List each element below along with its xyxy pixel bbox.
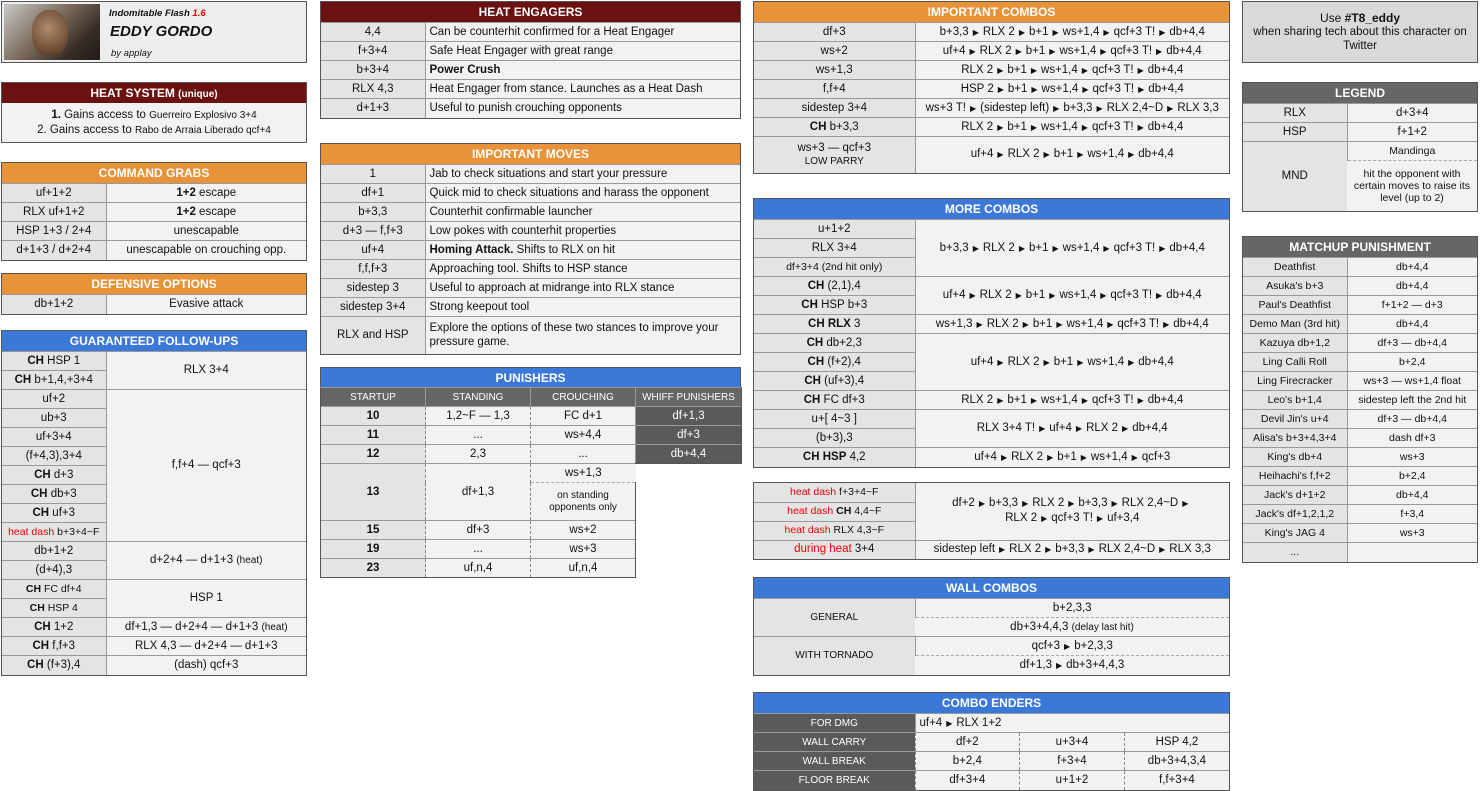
table-row: CH HSP 4,2 uf+4 ▶ RLX 2 ▶ b+1 ▶ ws+1,4 ▶ qcf+3 [754, 448, 1229, 467]
matchup-row [1243, 410, 1477, 429]
table-row: uf+4 Homing Attack. Shifts to RLX on hit [321, 241, 740, 260]
table-row: MND Mandinga [1243, 142, 1477, 161]
matchup-punish: ws+3 [1347, 524, 1477, 543]
col-standing: STANDING [426, 388, 531, 407]
hashtag: #T8_eddy [1344, 11, 1401, 25]
matchup-punish: ws+3 [1347, 448, 1477, 467]
matchup-row [1243, 296, 1477, 315]
table-row: db+1+2 d+2+4 — d+1+3 (heat) [2, 542, 306, 561]
matchup-punish: f+1+2 — d+3 [1347, 296, 1477, 315]
table-row: d+3 — f,f+3 Low pokes with counterhit properties [321, 222, 740, 241]
table-row: f,f+4 HSP 2 ▶ b+1 ▶ ws+1,4 ▶ qcf+3 T! ▶ db+4,4 [754, 80, 1229, 99]
version: 1.6 [192, 8, 206, 19]
table-row: during heat 3+4 sidestep left ▶ RLX 2 ▶ b+3,3 ▶ RLX 2,4~D ▶ RLX 3,3 [754, 540, 1229, 559]
punishers-panel: PUNISHERS STARTUP STANDING CROUCHING WHIFF PUNISHERS 10 1,2~F — 1,3 FC d+1 df+1,3 11 ... ws+4,4 df+3 12 2,3 ... db+4,4 13 df+1,3 ws+1,3 on standing opponents only 15 df+3 ws+2 19 ... ws+3 23 uf,n,4 uf,n,4 [320, 367, 741, 578]
matchup-punish: b+2,4 [1347, 467, 1477, 486]
matchup-row [1243, 315, 1477, 334]
matchup-header: MATCHUP PUNISHMENT [1243, 237, 1477, 257]
table-row: u+[ 4~3 ] RLX 3+4 T! ▶ uf+4 ▶ RLX 2 ▶ db+4,4 [754, 410, 1229, 429]
matchup-move: Asuka's b+3 [1243, 277, 1347, 296]
table-row: d+1+3 / d+2+4 unescapable on crouching opp. [2, 241, 306, 260]
defensive-options-panel [1, 273, 307, 315]
heat-engagers-panel [320, 1, 741, 119]
defensive-header: DEFENSIVE OPTIONS [2, 274, 306, 294]
table-row: CH (2,1),4 uf+4 ▶ RLX 2 ▶ b+1 ▶ ws+1,4 ▶ qcf+3 T! ▶ db+4,4 [754, 277, 1229, 296]
matchup-move: Heihachi's f,f+2 [1243, 467, 1347, 486]
combo-enders-panel [753, 692, 1230, 791]
table-row: HSP f+1+2 [1243, 123, 1477, 142]
matchup-punish: df+3 — db+4,4 [1347, 410, 1477, 429]
matchup-punish: sidestep left the 2nd hit [1347, 391, 1477, 410]
table-row: u+1+2 b+3,3 ▶ RLX 2 ▶ b+1 ▶ ws+1,4 ▶ qcf+3 T! ▶ db+4,4 [754, 220, 1229, 239]
table-row: RLX 4,3 Heat Engager from stance. Launches as a Heat Dash [321, 80, 740, 99]
more-combos-panel: MORE COMBOS u+1+2 b+3,3 ▶ RLX 2 ▶ b+1 ▶ ws+1,4 ▶ qcf+3 T! ▶ db+4,4 RLX 3+4 df+3+4 (2nd hit only) CH (2,1),4 uf+4 ▶ RLX 2 ▶ b+1 ▶ ws+1,4 ▶ qcf+3 T! ▶ db+4,4 CH HSP b+3 CH RLX 3 ws+1,3 ▶ RLX 2 ▶ b+1 ▶ ws+1,4 ▶ qcf+3 T! ▶ db+4,4 CH db+2,3 uf+4 ▶ RLX 2 ▶ b+1 ▶ ws+1,4 ▶ db+4,4 CH (f+2),4 CH (uf+3),4 CH FC df+3 RLX 2 ▶ b+1 ▶ ws+1,4 ▶ qcf+3 T! ▶ db+4,4 u+[ 4~3 ] RLX 3+4 T! ▶ uf+4 ▶ RLX 2 ▶ db+4,4 (b+3),3 CH HSP 4,2 uf+4 ▶ RLX 2 ▶ b+1 ▶ ws+1,4 ▶ qcf+3 [753, 198, 1230, 468]
matchup-row [1243, 353, 1477, 372]
command-grabs-header: COMMAND GRABS [2, 163, 306, 183]
matchup-move: Ling Firecracker [1243, 372, 1347, 391]
table-row: f+3+4 Safe Heat Engager with great range [321, 42, 740, 61]
table-row: CH RLX 3 ws+1,3 ▶ RLX 2 ▶ b+1 ▶ ws+1,4 ▶ qcf+3 T! ▶ db+4,4 [754, 315, 1229, 334]
col-whiff: WHIFF PUNISHERS [636, 388, 742, 407]
matchup-row [1243, 524, 1477, 543]
matchup-move: Ling Calli Roll [1243, 353, 1347, 372]
table-row: heat dash f+3+4~F df+2 ▶ b+3,3 ▶ RLX 2 ▶ b+3,3 ▶ RLX 2,4~D ▶ RLX 2 ▶ qcf+3 T! ▶ uf+3,4 [754, 483, 1229, 502]
matchup-row [1243, 391, 1477, 410]
matchup-punish [1347, 543, 1477, 562]
matchup-move: Kazuya db+1,2 [1243, 334, 1347, 353]
table-row: WALL BREAK b+2,4 f+3+4 db+3+4,3,4 [754, 752, 1229, 771]
table-row: 4,4 Can be counterhit confirmed for a Heat Engager [321, 23, 740, 42]
table-row: df+1 Quick mid to check situations and harass the opponent [321, 184, 740, 203]
important-moves-header: IMPORTANT MOVES [321, 144, 740, 164]
matchup-row [1243, 429, 1477, 448]
author: by applay [111, 48, 152, 59]
table-row: RLX d+3+4 [1243, 104, 1477, 123]
wall-combos-header: WALL COMBOS [754, 578, 1229, 598]
table-row: db+1+2 Evasive attack [2, 295, 306, 314]
matchup-punishment-panel [1242, 236, 1478, 563]
table-row: CH f,f+3 RLX 4,3 — d+2+4 — d+1+3 [2, 637, 306, 656]
matchup-punish: db+4,4 [1347, 486, 1477, 505]
table-row: RLX and HSP Explore the options of these two stances to improve your pressure game. [321, 317, 740, 354]
matchup-punish: ws+3 — ws+1,4 float [1347, 372, 1477, 391]
table-row: WITH TORNADO qcf+3 ▶ b+2,3,3 [754, 637, 1229, 656]
table-row: CH (f+3),4 (dash) qcf+3 [2, 656, 306, 675]
character-name: EDDY GORDO [110, 23, 213, 40]
matchup-punish: df+3 — db+4,4 [1347, 334, 1477, 353]
guaranteed-followups-panel: GUARANTEED FOLLOW-UPS CH HSP 1 RLX 3+4 CH b+1,4,+3+4 uf+2 f,f+4 — qcf+3 ub+3 uf+3+4 (f+4,3),3+4 CH d+3 CH db+3 CH uf+3 heat dash b+3+4~F db+1+2 d+2+4 — d+1+3 (heat) (d+4),3 CH FC df+4 HSP 1 CH HSP 4 CH 1+2 df+1,3 — d+2+4 — d+1+3 (heat) CH f,f+3 RLX 4,3 — d+2+4 — d+1+3 CH (f+3),4 (dash) qcf+3 [1, 330, 307, 676]
table-row: CH db+2,3 uf+4 ▶ RLX 2 ▶ b+1 ▶ ws+1,4 ▶ db+4,4 [754, 334, 1229, 353]
heat-combos-panel: heat dash f+3+4~F df+2 ▶ b+3,3 ▶ RLX 2 ▶ b+3,3 ▶ RLX 2,4~D ▶ RLX 2 ▶ qcf+3 T! ▶ uf+3,4 heat dash CH 4,4~F heat dash RLX 4,3~F during heat 3+4 sidestep left ▶ RLX 2 ▶ b+3,3 ▶ RLX 2,4~D ▶ RLX 3,3 [753, 482, 1230, 560]
matchup-row [1243, 258, 1477, 277]
table-row: uf+2 f,f+4 — qcf+3 [2, 390, 306, 409]
matchup-move: King's db+4 [1243, 448, 1347, 467]
important-moves-panel [320, 143, 741, 355]
table-row: 13 df+1,3 ws+1,3 [321, 464, 742, 483]
heat-system-panel [1, 82, 307, 143]
table-row: 15 df+3 ws+2 [321, 521, 742, 540]
table-row: CH FC df+3 RLX 2 ▶ b+1 ▶ ws+1,4 ▶ qcf+3 T! ▶ db+4,4 [754, 391, 1229, 410]
matchup-row [1243, 467, 1477, 486]
punishers-header: PUNISHERS [320, 367, 741, 387]
table-row: 12 2,3 ... db+4,4 [321, 445, 742, 464]
important-combos-panel [753, 1, 1230, 174]
table-row: FOR DMG uf+4 ▶ RLX 1+2 [754, 714, 1229, 733]
table-row: 23 uf,n,4 uf,n,4 [321, 559, 742, 578]
matchup-move: Jack's d+1+2 [1243, 486, 1347, 505]
matchup-move: King's JAG 4 [1243, 524, 1347, 543]
table-row: CH FC df+4 HSP 1 [2, 580, 306, 599]
table-row: ws+1,3 RLX 2 ▶ b+1 ▶ ws+1,4 ▶ qcf+3 T! ▶ db+4,4 [754, 61, 1229, 80]
matchup-move: Devil Jin's u+4 [1243, 410, 1347, 429]
matchup-move: Leo's b+1,4 [1243, 391, 1347, 410]
matchup-punish: dash df+3 [1347, 429, 1477, 448]
table-row: RLX uf+1+2 1+2 escape [2, 203, 306, 222]
matchup-move: Paul's Deathfist [1243, 296, 1347, 315]
matchup-punish: db+4,4 [1347, 277, 1477, 296]
table-row: f,f,f+3 Approaching tool. Shifts to HSP stance [321, 260, 740, 279]
table-row: uf+1+2 1+2 escape [2, 184, 306, 203]
matchup-row [1243, 505, 1477, 524]
matchup-punish: db+4,4 [1347, 315, 1477, 334]
table-row: ws+2 uf+4 ▶ RLX 2 ▶ b+1 ▶ ws+1,4 ▶ qcf+3 T! ▶ db+4,4 [754, 42, 1229, 61]
col-crouching: CROUCHING [531, 388, 636, 407]
matchup-move: Alisa's b+3+4,3+4 [1243, 429, 1347, 448]
matchup-row [1243, 486, 1477, 505]
character-card [1, 1, 307, 63]
table-row: 1 Jab to check situations and start your pressure [321, 165, 740, 184]
heat-item: 1. Gains access to Guerreiro Explosivo 3+4 [51, 109, 257, 121]
combo-enders-header: COMBO ENDERS [754, 693, 1229, 713]
wall-combos-panel: WALL COMBOS GENERAL b+2,3,3 db+3+4,4,3 (delay last hit) WITH TORNADO qcf+3 ▶ b+2,3,3 df+1,3 ▶ db+3+4,4,3 [753, 577, 1230, 676]
important-combos-header: IMPORTANT COMBOS [754, 2, 1229, 22]
matchup-move: Deathfist [1243, 258, 1347, 277]
matchup-row [1243, 277, 1477, 296]
legend-panel: LEGEND RLX d+3+4 HSP f+1+2 MND Mandinga hit the opponent with certain moves to raise its level (up to 2) [1242, 82, 1478, 212]
table-row: WALL CARRY df+2 u+3+4 HSP 4,2 [754, 733, 1229, 752]
guaranteed-header: GUARANTEED FOLLOW-UPS [2, 331, 306, 351]
game-title: Indomitable Flash [109, 8, 190, 19]
matchup-move: Jack's df+1,2,1,2 [1243, 505, 1347, 524]
table-row: ws+3 — qcf+3 LOW PARRY uf+4 ▶ RLX 2 ▶ b+1 ▶ ws+1,4 ▶ db+4,4 [754, 137, 1229, 173]
command-grabs-panel [1, 162, 307, 261]
table-row: CH b+3,3 RLX 2 ▶ b+1 ▶ ws+1,4 ▶ qcf+3 T! ▶ db+4,4 [754, 118, 1229, 137]
table-row: HSP 1+3 / 2+4 unescapable [2, 222, 306, 241]
matchup-punish: f+3,4 [1347, 505, 1477, 524]
table-row: FLOOR BREAK df+3+4 u+1+2 f,f+3+4 [754, 771, 1229, 790]
matchup-row [1243, 543, 1477, 562]
table-row: 11 ... ws+4,4 df+3 [321, 426, 742, 445]
heat-engagers-header: HEAT ENGAGERS [321, 2, 740, 22]
table-row: b+3,3 Counterhit confirmable launcher [321, 203, 740, 222]
table-row: sidestep 3+4 Strong keepout tool [321, 298, 740, 317]
matchup-punish: b+2,4 [1347, 353, 1477, 372]
table-row: 10 1,2~F — 1,3 FC d+1 df+1,3 [321, 407, 742, 426]
table-row: CH HSP 1 RLX 3+4 [2, 352, 306, 371]
matchup-move: ... [1243, 543, 1347, 562]
legend-header: LEGEND [1243, 83, 1477, 103]
col-startup: STARTUP [321, 388, 426, 407]
matchup-punish: db+4,4 [1347, 258, 1477, 277]
table-row: 19 ... ws+3 [321, 540, 742, 559]
heat-system-header: HEAT SYSTEM (unique) [2, 83, 306, 103]
table-row: GENERAL b+2,3,3 [754, 599, 1229, 618]
character-portrait [4, 4, 100, 60]
table-row: df+3 b+3,3 ▶ RLX 2 ▶ b+1 ▶ ws+1,4 ▶ qcf+3 T! ▶ db+4,4 [754, 23, 1229, 42]
matchup-move: Demo Man (3rd hit) [1243, 315, 1347, 334]
matchup-row [1243, 334, 1477, 353]
table-row: sidestep 3 Useful to approach at midrange into RLX stance [321, 279, 740, 298]
matchup-row [1243, 448, 1477, 467]
table-row: d+1+3 Useful to punish crouching opponents [321, 99, 740, 118]
table-row: sidestep 3+4 ws+3 T! ▶ (sidestep left) ▶ b+3,3 ▶ RLX 2,4~D ▶ RLX 3,3 [754, 99, 1229, 118]
table-row: b+3+4 Power Crush [321, 61, 740, 80]
more-combos-header: MORE COMBOS [754, 199, 1229, 219]
share-note: Use #T8_eddy when sharing tech about this character on Twitter [1242, 1, 1478, 63]
table-row: CH 1+2 df+1,3 — d+2+4 — d+1+3 (heat) [2, 618, 306, 637]
matchup-row [1243, 372, 1477, 391]
heat-item: 2. Gains access to Rabo de Arraia Liberado qcf+4 [37, 124, 271, 136]
